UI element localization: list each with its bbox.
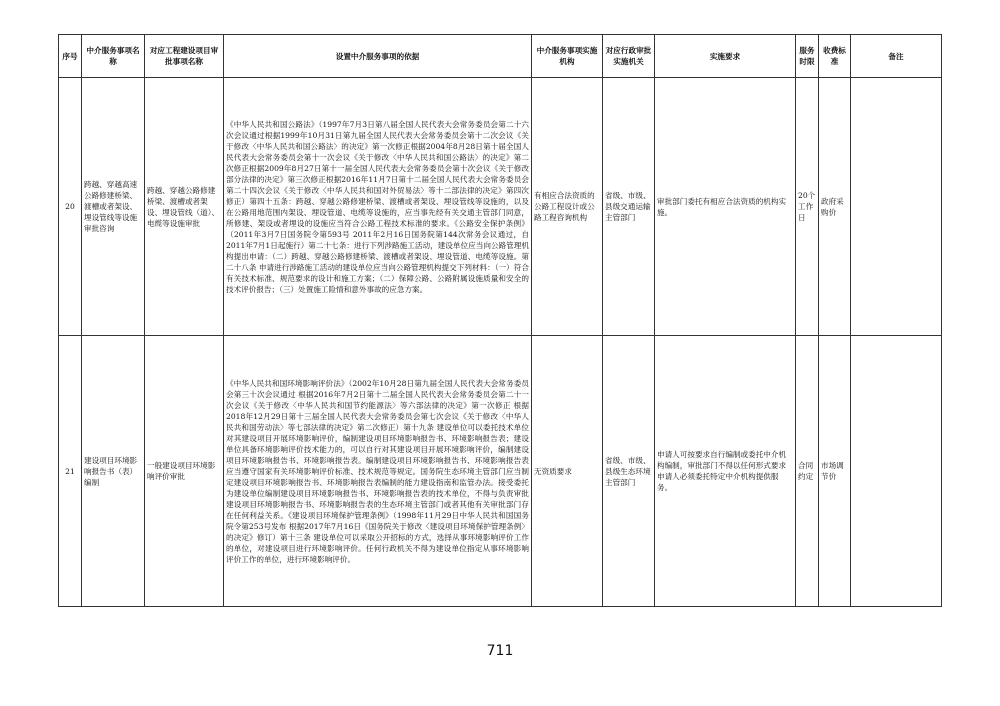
header-approval: 对应工程建设项目审批事项名称 — [145, 35, 224, 78]
row-approval-item: 一般建设项目环境影响评价审批 — [145, 336, 224, 607]
header-fee: 收费标准 — [819, 35, 851, 78]
header-name: 中介服务事项名称 — [82, 35, 145, 78]
header-time-limit: 服务时限 — [796, 35, 819, 78]
header-provider: 中介服务事项实施机构 — [532, 35, 603, 78]
intermediary-services-table — [58, 34, 942, 607]
header-requirements: 实施要求 — [655, 35, 796, 78]
row-basis: 《中华人民共和国公路法》（1997年7月3日第八届全国人民代表大会常务委员会第二十六次会议通过根据1999年10月31日第九届全国人民代表大会常务委员会第十二次会议《关于修改〈中华人民共和国公路法〉的决定》第一次修正根据2004年8月28日第十届全国人民代表大会常务委员会第十一次会议《关于修改〈中华人民共和国公路法〉的决定》第二次修正根据2009年8月27日第十一届全国人民代表大会常务委员会第十次会议《关于修改部分法律的决定》第三次修正根据2016年11月7日第十二届全国人民代表大会常务委员会第二十四次会议《关于修改〈中华人民共和国对外贸易法〉等十二部法律的决定》第四次修正）第四十五条：跨越、穿越公路修建桥梁、渡槽或者架设、埋设管线等设施的，以及在公路用地范围内架设、埋设管道、电缆等设施的，应当事先经有关交通主管部门同意，所修建、架设或者埋设的设施应当符合公路工程技术标准的要求。《公路安全保护条例》（2011年3月7日国务院令第593号 2011年2月16日国务院第144次常务会议通过，自2011年7月1日起施行）第二十七条：进行下列涉路施工活动，建设单位应当向公路管理机构提出申请：（二）跨越、穿越公路修建桥梁、渡槽或者架设、埋设管道、电缆等设施。第二十八条 申请进行涉路施工活动的建设单位应当向公路管理机构提交下列材料：（一）符合有关技术标准、规范要求的设计和施工方案；（二）保障公路、公路附属设施质量和安全的技术评价报告；（三）处置施工险情和意外事故的应急方案。 — [224, 78, 532, 336]
row-note — [851, 78, 942, 336]
row-admin-authority: 省级、市级、县级交通运输主管部门 — [603, 78, 655, 336]
header-basis: 设置中介服务事项的依据 — [224, 35, 532, 78]
row-time-limit: 合同约定 — [796, 336, 819, 607]
header-note: 备注 — [851, 35, 942, 78]
row-time-limit: 20个工作日 — [796, 78, 819, 336]
row-note — [851, 336, 942, 607]
row-service-name: 跨越、穿越高速公路修建桥梁、渡槽或者架设、埋设管线等设施审批咨询 — [82, 78, 145, 336]
row-provider: 有相应合法资质的公路工程设计或公路工程咨询机构 — [532, 78, 603, 336]
row-admin-authority: 省级、市级、县级生态环境主管部门 — [603, 336, 655, 607]
row-fee: 市场调节价 — [819, 336, 851, 607]
table-row — [59, 78, 942, 336]
table-header-row — [59, 35, 942, 78]
row-seq: 21 — [59, 336, 82, 607]
row-provider: 无资质要求 — [532, 336, 603, 607]
row-basis: 《中华人民共和国环境影响评价法》（2002年10月28日第九届全国人民代表大会常务委员会第三十次会议通过 根据2016年7月2日第十二届全国人民代表大会常务委员会第二十一次会议《关于修改〈中华人民共和国节约能源法〉等六部法律的决定》第一次修正 根据2018年12月29日第十三届全国人民代表大会常务委员会第七次会议《关于修改〈中华人民共和国劳动法〉等七部法律的决定》第二次修正）第十九条 建设单位可以委托技术单位对其建设项目开展环境影响评价，编制建设项目环境影响报告书、环境影响报告表；建设单位具备环境影响评价技术能力的，可以自行对其建设项目开展环境影响评价，编制建设项目环境影响报告书、环境影响报告表。编制建设项目环境影响报告书、环境影响报告表应当遵守国家有关环境影响评价标准、技术规范等规定。国务院生态环境主管部门应当制定建设项目环境影响报告书、环境影响报告表编制的能力建设指南和监管办法。接受委托为建设单位编制建设项目环境影响报告书、环境影响报告表的技术单位，不得与负责审批建设项目环境影响报告书、环境影响报告表的生态环境主管部门或者其他有关审批部门存在任何利益关系。《建设项目环境保护管理条例》（1998年11月29日中华人民共和国国务院令第253号发布 根据2017年7月16日《国务院关于修改〈建设项目环境保护管理条例〉的决定》修订）第十三条 建设单位可以采取公开招标的方式，选择从事环境影响评价工作的单位，对建设项目进行环境影响评价。任何行政机关不得为建设单位指定从事环境影响评价工作的单位，进行环境影响评价。 — [224, 336, 532, 607]
table-row — [59, 336, 942, 607]
row-service-name: 建设项目环境影响报告书（表）编制 — [82, 336, 145, 607]
row-requirements: 申请人可按要求自行编制或委托中介机构编制，审批部门不得以任何形式要求申请人必须委托特定中介机构提供服务。 — [655, 336, 796, 607]
row-requirements: 审批部门委托有相应合法资质的机构实施。 — [655, 78, 796, 336]
row-approval-item: 跨越、穿越公路修建桥梁、渡槽或者架设、埋设管线（道）、电缆等设施审批 — [145, 78, 224, 336]
header-admin: 对应行政审批实施机关 — [603, 35, 655, 78]
row-seq: 20 — [59, 78, 82, 336]
row-fee: 政府采购价 — [819, 78, 851, 336]
header-seq: 序号 — [59, 35, 82, 78]
page-number: 711 — [486, 643, 514, 659]
